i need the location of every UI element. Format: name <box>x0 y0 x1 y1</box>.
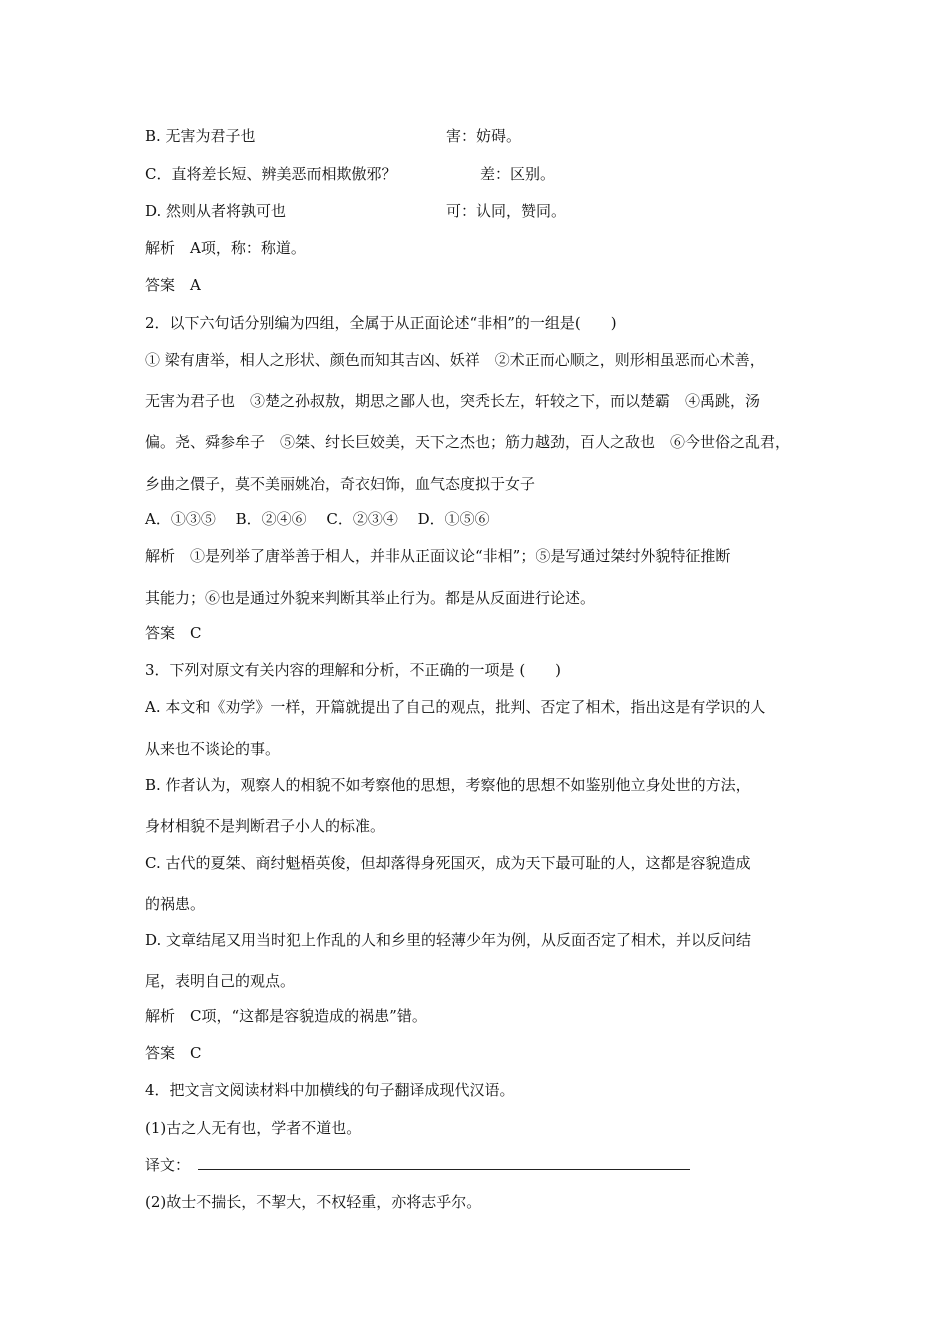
question-2: 2．以下六句话分别编为四组，全属于从正面论述“非相”的一组是( ) <box>145 314 617 332</box>
q4-item-1: (1)古之人无有也，学者不道也。 <box>145 1119 362 1137</box>
analysis-1: 解析 A项，称：称道。 <box>145 239 306 257</box>
q3-option-c-line-2: 的祸患。 <box>145 895 206 913</box>
q3-option-d-line-1: D. 文章结尾又用当时犯上作乱的人和乡里的轻薄少年为例，从反面否定了相术，并以反问结 <box>145 931 752 949</box>
q3-option-a-line-1: A. 本文和《劝学》一样，开篇就提出了自己的观点，批判、否定了相术，指出这是有学识的人 <box>145 698 766 716</box>
question-4: 4．把文言文阅读材料中加横线的句子翻译成现代汉语。 <box>145 1081 515 1099</box>
q3-option-d-line-2: 尾，表明自己的观点。 <box>145 972 296 990</box>
answer-2: 答案 C <box>145 624 202 642</box>
option-d: D. 然则从者将孰可也 <box>145 202 287 220</box>
gloss-d: 可：认同，赞同。 <box>446 202 567 220</box>
translation-label: 译文： <box>145 1156 191 1174</box>
analysis-3: 解析 C项，“这都是容貌造成的祸患”错。 <box>145 1007 427 1025</box>
answer-3: 答案 C <box>145 1044 202 1062</box>
question-3: 3．下列对原文有关内容的理解和分析，不正确的一项是 ( ) <box>145 661 562 679</box>
q2-text-line-4: 乡曲之儇子，莫不美丽姚冶，奇衣妇饰，血气态度拟于女子 <box>145 475 536 493</box>
q3-option-a-line-2: 从来也不谈论的事。 <box>145 740 281 758</box>
translation-row <box>145 1155 690 1175</box>
option-c: C．直将差长短、辨美恶而相欺傲邪？ <box>145 165 397 183</box>
analysis-2-line-1: 解析 ①是列举了唐举善于相人，并非从正面议论“非相”；⑤是写通过桀纣外貌特征推断 <box>145 547 731 565</box>
translation-blank-line[interactable] <box>198 1155 690 1170</box>
q3-option-c-line-1: C. 古代的夏桀、商纣魁梧英俊，但却落得身死国灭，成为天下最可耻的人，这都是容貌造成 <box>145 854 751 872</box>
q2-text-line-2: 无害为君子也 ③楚之孙叔敖，期思之鄙人也，突秃长左，轩较之下，而以楚霸 ④禹跳，汤 <box>145 392 761 410</box>
analysis-2-line-2: 其能力；⑥也是通过外貌来判断其举止行为。都是从反面进行论述。 <box>145 589 596 607</box>
answer-1: 答案 A <box>145 276 201 294</box>
q2-text-line-3: 偏。尧、舜参牟子 ⑤桀、纣长巨姣美，天下之杰也；筋力越劲，百人之敌也 ⑥今世俗之乱君， <box>145 433 791 451</box>
gloss-c: 差：区别。 <box>480 165 556 183</box>
q2-text-line-1: ① 梁有唐举，相人之形状、颜色而知其吉凶、妖祥 ②术正而心顺之，则形相虽恶而心术善， <box>145 351 765 369</box>
q3-option-b-line-2: 身材相貌不是判断君子小人的标准。 <box>145 817 386 835</box>
option-b: B. 无害为君子也 <box>145 127 256 145</box>
gloss-b: 害：妨碍。 <box>446 127 522 145</box>
q3-option-b-line-1: B. 作者认为，观察人的相貌不如考察他的思想，考察他的思想不如鉴别他立身处世的方法， <box>145 776 751 794</box>
q4-item-2: (2)故士不揣长，不挈大，不权轻重，亦将志乎尔。 <box>145 1193 482 1211</box>
q2-options: A．①③⑤ B．②④⑥ C．②③④ D．①⑤⑥ <box>145 510 490 528</box>
